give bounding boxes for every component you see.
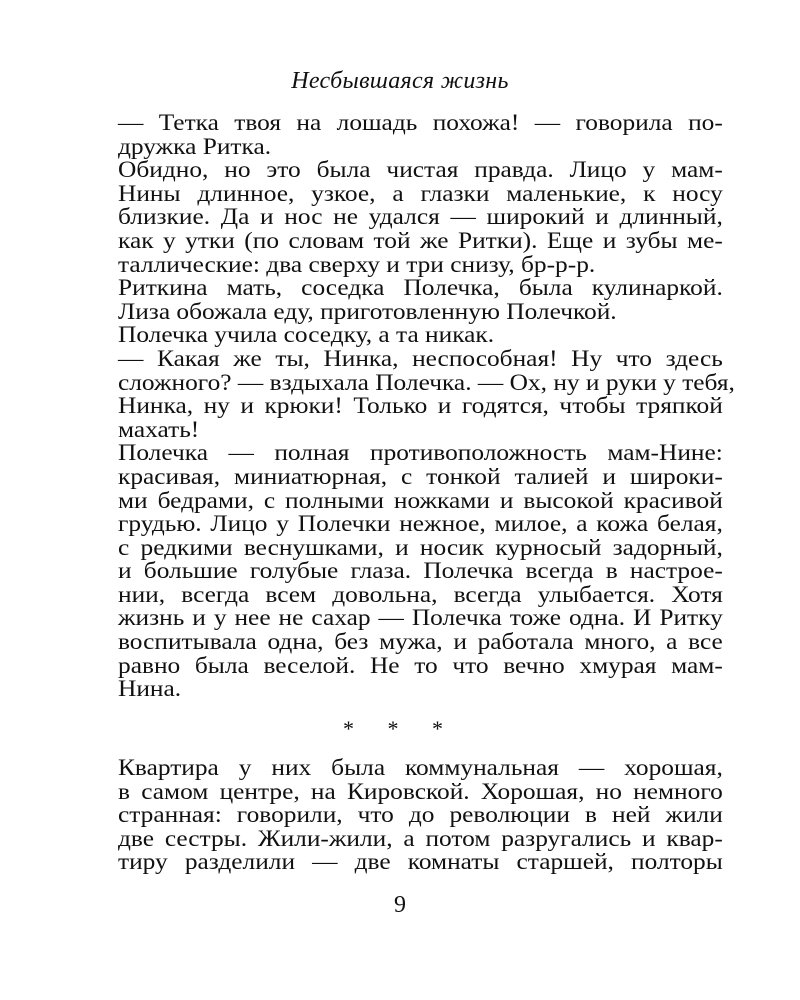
text-line: — Тетка твоя на лошадь похожа! — говорила по-	[118, 110, 723, 136]
page-number: 9	[394, 892, 406, 918]
text-line: Риткина мать, соседка Полечка, была кулинаркой.	[118, 275, 723, 302]
text-line: две сестры. Жили-жили, а потом разругались и квар-	[118, 825, 723, 852]
text-line: дружка Ритка.	[118, 133, 272, 160]
text-line: Нинка, ну и крюки! Только и годятся, чтобы тряпкой	[118, 393, 723, 420]
text-line: тиру разделили — две комнаты старшей, полторы	[118, 849, 723, 876]
running-head: Несбывшаяся жизнь	[291, 68, 509, 94]
text-line: махать!	[118, 416, 200, 443]
text-line: как у утки (по словам той же Ритки). Еще и зубы ме-	[118, 227, 723, 254]
text-line: в самом центре, на Кировской. Хорошая, но немного	[118, 778, 723, 805]
text-line: Нина.	[118, 676, 182, 703]
text-line: Полечка учила соседку, а та никак.	[118, 322, 495, 349]
text-line: ми бедрами, с полными ножками и высокой красивой	[118, 487, 723, 514]
text-line: — Какая же ты, Нинка, неспособная! Ну что здесь	[118, 345, 723, 372]
text-line: равно была веселой. Не то что вечно хмурая мам-	[118, 652, 723, 679]
text-line: и большие голубые глаза. Полечка всегда в настрое-	[118, 558, 723, 585]
text-block-1	[118, 110, 735, 703]
text-line: таллические: два сверху и три снизу, бр-р-р.	[118, 251, 596, 278]
section-break: * * *	[343, 716, 457, 741]
text-line: Нины длинное, узкое, а глазки маленькие, к носу	[118, 180, 723, 207]
text-line: красивая, миниатюрная, с тонкой талией и широки-	[118, 463, 723, 490]
text-line: нии, всегда всем довольна, всегда улыбается. Хотя	[118, 581, 723, 608]
text-line: грудью. Лицо у Полечки нежное, милое, а кожа белая,	[118, 511, 723, 538]
text-line: с редкими веснушками, и носик курносый задорный,	[118, 534, 723, 561]
text-line: воспитывала одна, без мужа, и работала много, а все	[118, 629, 723, 656]
text-line: сложного? — вздыхала Полечка. — Ох, ну и руки у тебя,	[118, 369, 735, 396]
text-line: Лиза обожала еду, приготовленную Полечкой.	[118, 298, 617, 325]
text-block-2	[118, 757, 723, 875]
text-line: странная: говорили, что до революции в ней жили	[118, 802, 723, 829]
text-line: Квартира у них была коммунальная — хорошая,	[118, 755, 723, 781]
text-line: близкие. Да и нос не удался — широкий и длинный,	[118, 204, 723, 231]
text-line: Полечка — полная противоположность мам-Нине:	[118, 440, 723, 467]
text-line: жизнь и у нее не сахар — Полечка тоже одна. И Ритку	[118, 605, 723, 632]
text-line: Обидно, но это была чистая правда. Лицо у мам-	[118, 157, 723, 184]
